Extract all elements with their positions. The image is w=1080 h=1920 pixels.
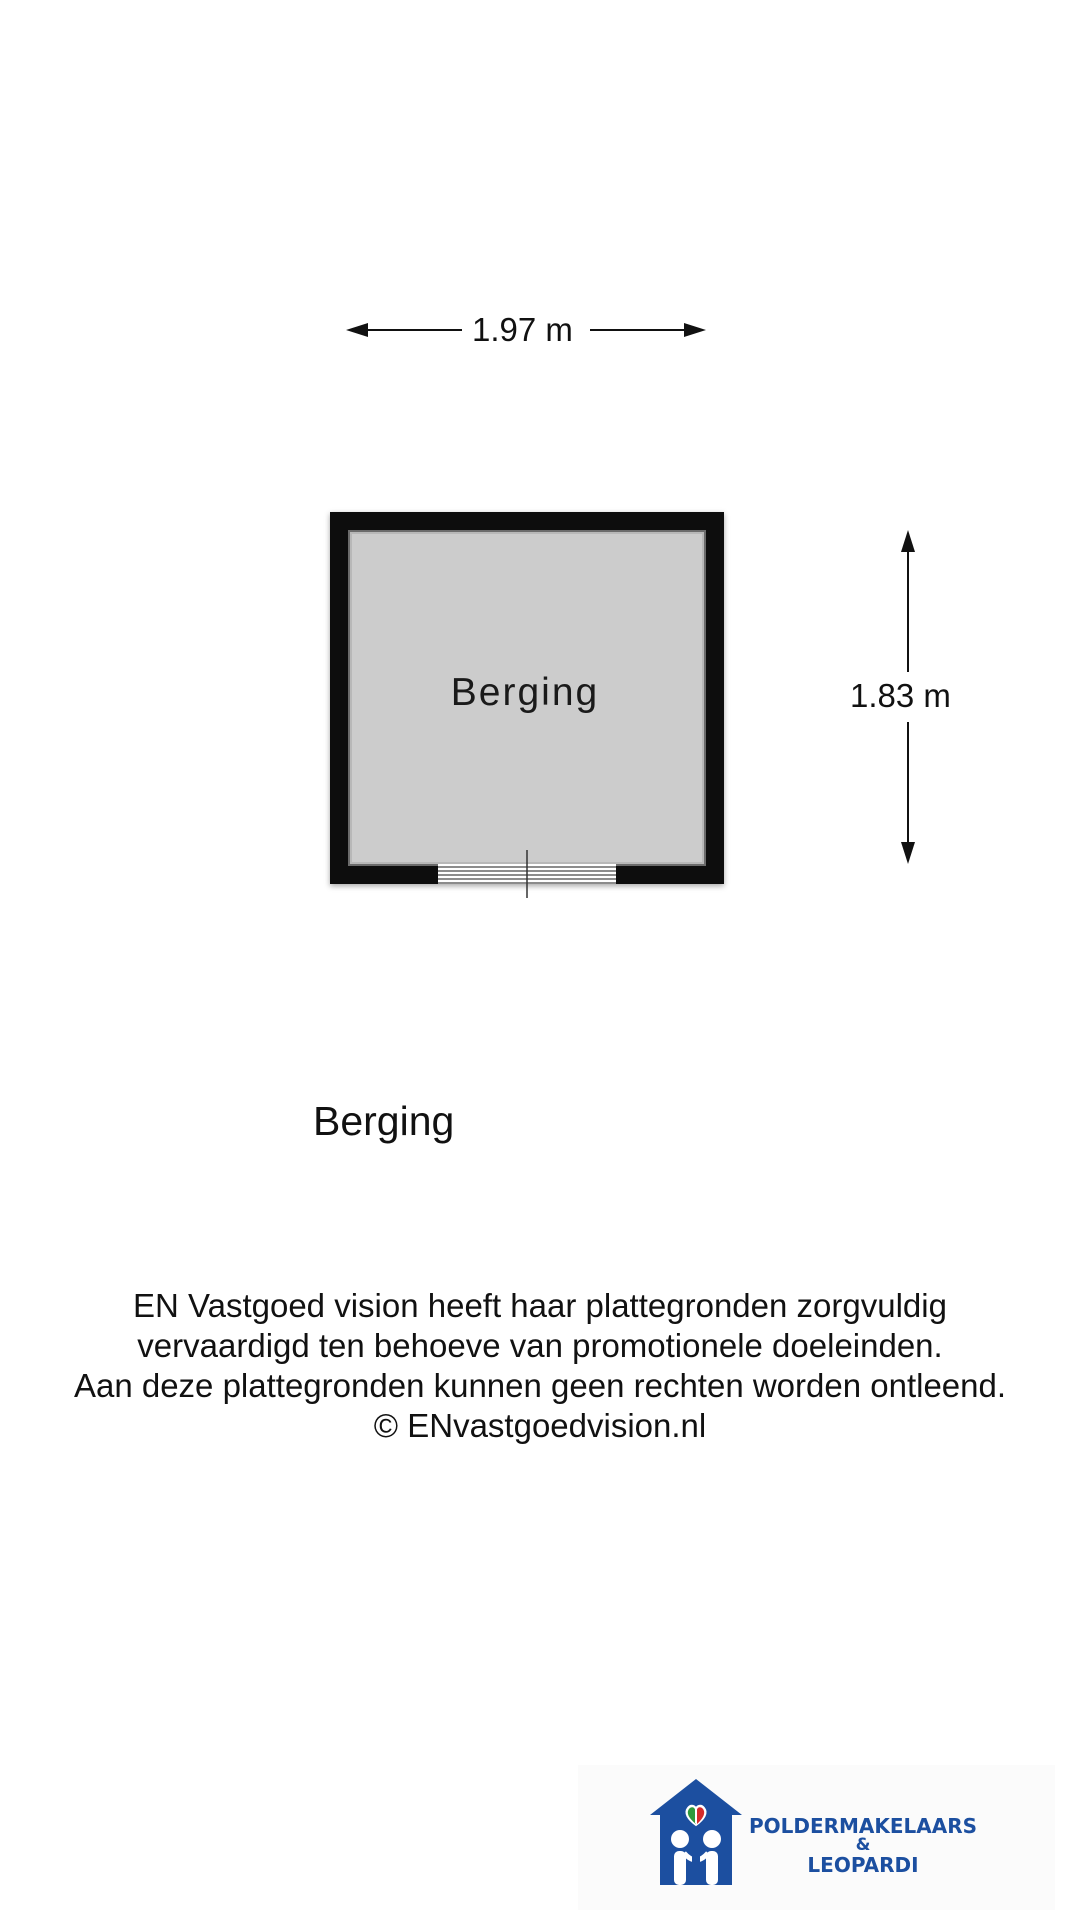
logo-wordmark xyxy=(738,1815,988,1876)
logo-line-1: POLDERMAKELAARS xyxy=(748,1814,978,1838)
copyright-line: © ENvastgoedvision.nl xyxy=(373,1407,707,1444)
company-logo xyxy=(578,1765,1055,1910)
logo-line-2: & xyxy=(855,1835,871,1855)
disclaimer-line: EN Vastgoed vision heeft haar plattegronden zorgvuldig xyxy=(133,1287,947,1324)
floor-title: Berging xyxy=(313,1098,455,1144)
house-logo-icon xyxy=(648,1777,744,1887)
height-dimension-label: 1.83 m xyxy=(850,677,951,714)
width-dimension-label: 1.97 m xyxy=(472,311,573,348)
room-name-label: Berging xyxy=(450,671,600,714)
disclaimer-line: vervaardigd ten behoeve van promotionele doeleinden. xyxy=(137,1327,943,1364)
disclaimer-line: Aan deze plattegronden kunnen geen rechten worden ontleend. xyxy=(73,1367,1007,1404)
logo-line-3: LEOPARDI xyxy=(807,1853,919,1877)
disclaimer-text xyxy=(0,1286,1080,1446)
